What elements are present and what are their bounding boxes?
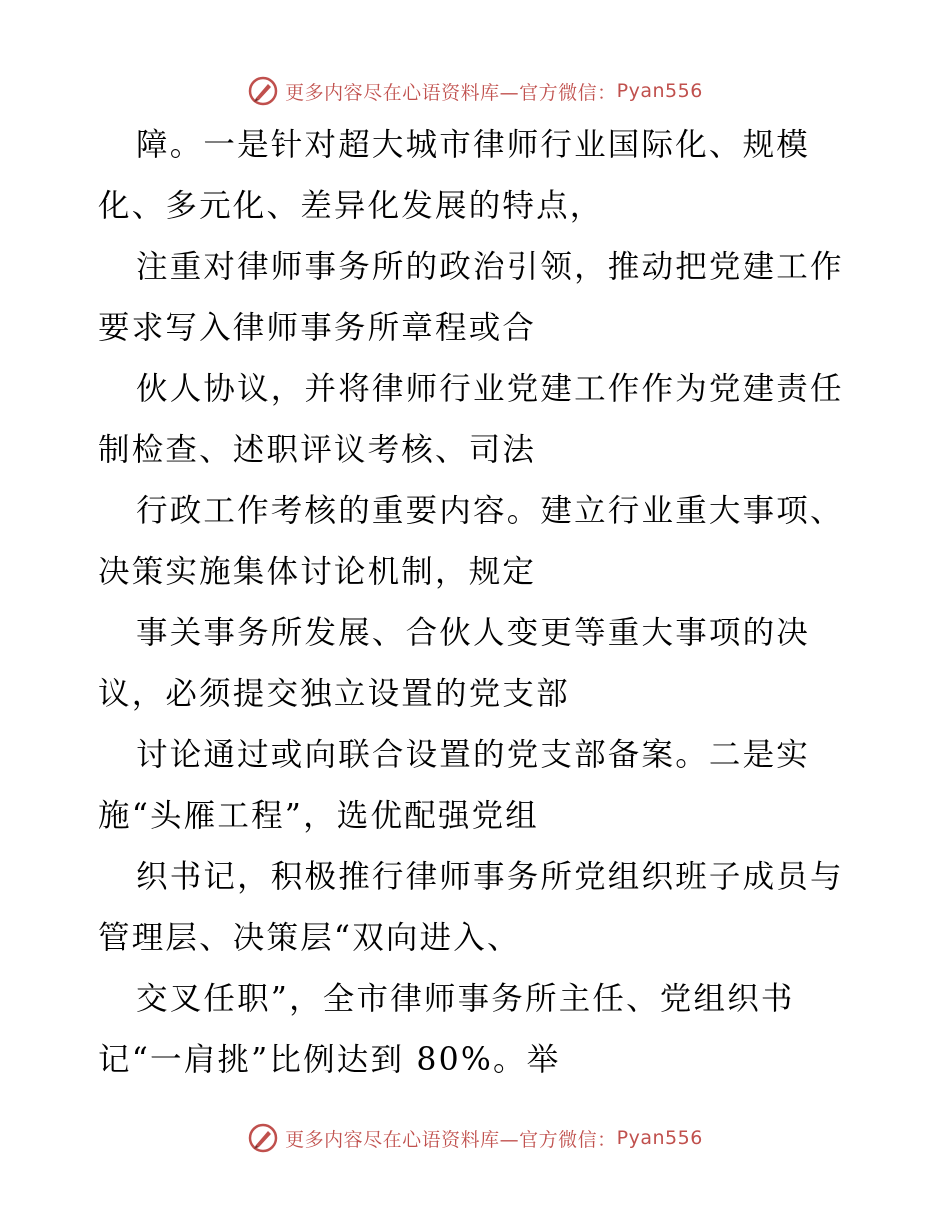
text-line: 行政工作考核的重要内容。建立行业重大事项、: [136, 493, 844, 529]
watermark-wechat-id: Pyan556: [616, 1127, 703, 1149]
text-line: 事关事务所发展、合伙人变更等重大事项的决: [136, 615, 811, 651]
text-line: 议，必须提交独立设置的党支部: [98, 676, 570, 712]
text-line: 讨论通过或向联合设置的党支部备案。二是实: [136, 737, 811, 773]
text-line: 化、多元化、差异化发展的特点，: [98, 188, 604, 224]
header-watermark: [0, 71, 950, 111]
text-line: 伙人协议，并将律师行业党建工作作为党建责任: [136, 371, 844, 407]
text-line: 障。一是针对超大城市律师行业国际化、规模: [136, 127, 811, 163]
text-line: 施“头雁工程”，选优配强党组: [98, 798, 540, 834]
text-line: 要求写入律师事务所章程或合: [98, 310, 537, 346]
text-line: 记“一肩挑”比例达到 80%。举: [98, 1042, 561, 1078]
text-line: 管理层、决策层“双向进入、: [98, 920, 521, 956]
watermark-text: 更多内容尽在心语资料库—官方微信：: [285, 1128, 617, 1151]
text-line: 交叉任职”，全市律师事务所主任、党组织书: [136, 981, 795, 1017]
pen-logo-icon: [247, 1122, 279, 1154]
pen-logo-icon: [247, 75, 279, 107]
text-line: 制检查、述职评议考核、司法: [98, 432, 537, 468]
text-line: 织书记，积极推行律师事务所党组织班子成员与: [136, 859, 844, 895]
text-line: 注重对律师事务所的政治引领，推动把党建工作: [136, 249, 844, 285]
text-line: 决策实施集体讨论机制，规定: [98, 554, 537, 590]
watermark-text: 更多内容尽在心语资料库—官方微信：: [285, 81, 617, 104]
footer-watermark: [0, 1118, 950, 1158]
watermark-wechat-id: Pyan556: [616, 80, 703, 102]
